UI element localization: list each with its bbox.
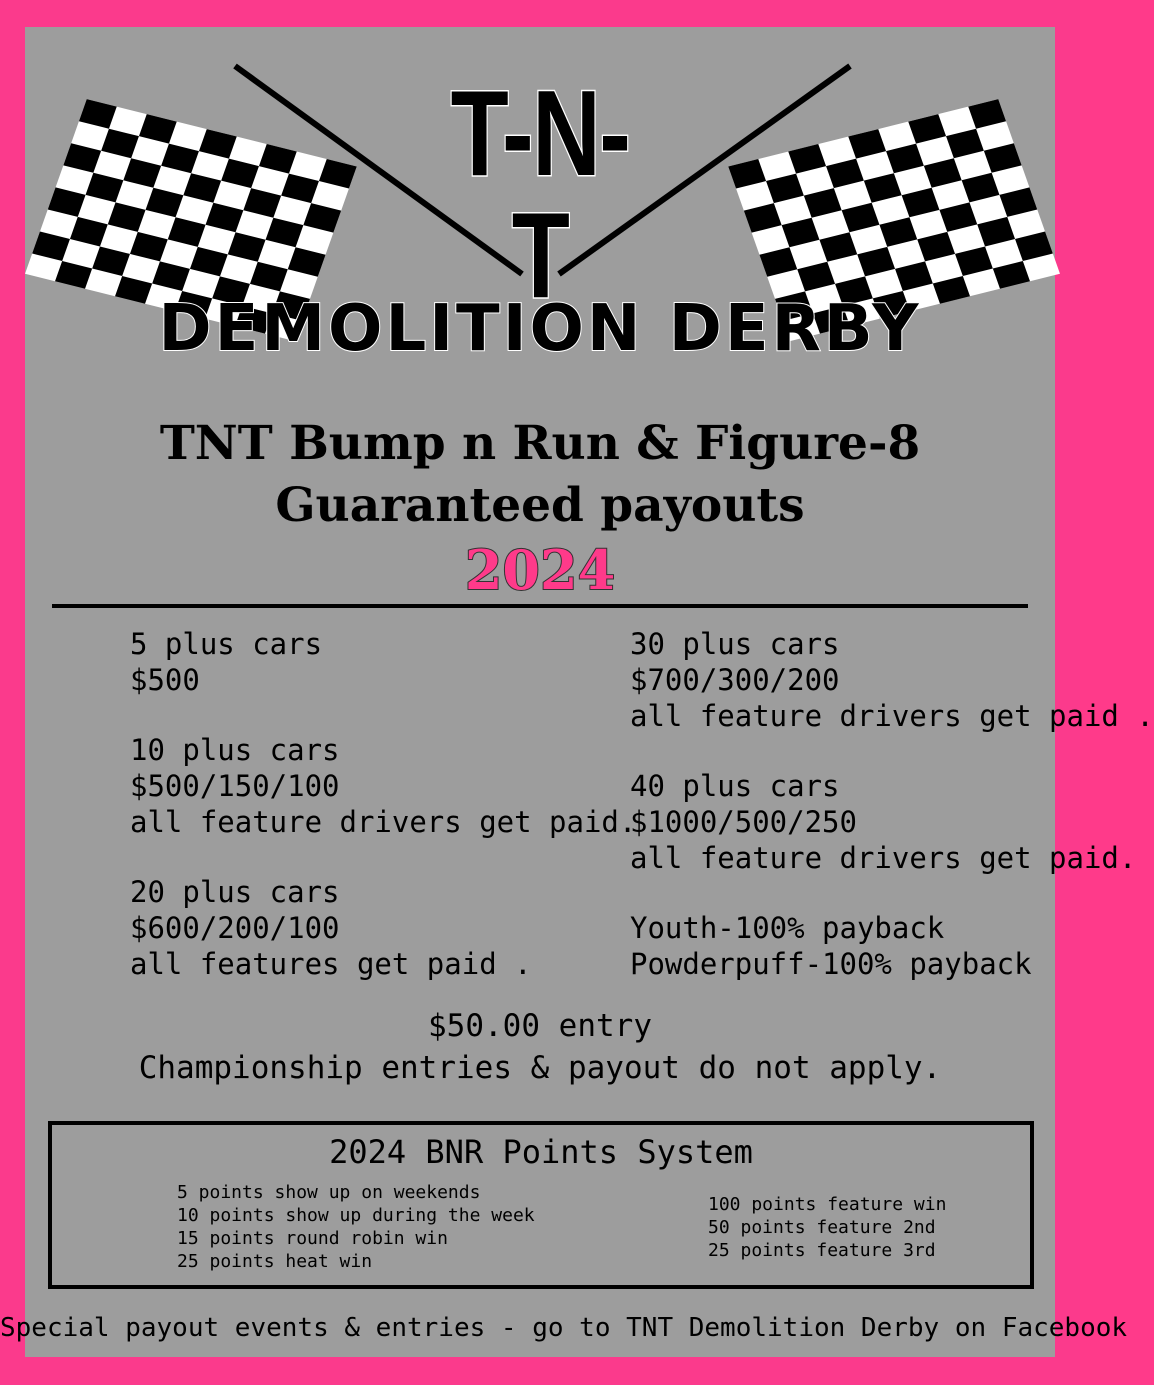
list-item: 10 points show up during the week [177,1205,535,1226]
entry-fee: $50.00 entry [428,1008,652,1044]
tier-cars: 10 plus cars [130,733,340,767]
tier-amount: $700/300/200 [630,663,840,697]
tier-note: all feature drivers get paid . [630,699,1154,733]
payouts-right-column [630,626,1154,982]
powderpuff-payback: Powderpuff-100% payback [630,947,1032,981]
tier-cars: 40 plus cars [630,769,840,803]
points-system-box [48,1121,1034,1289]
tier-amount: $500/150/100 [130,769,340,803]
year-label: 2024 [464,538,616,602]
points-right-list [708,1193,946,1262]
youth-payback: Youth-100% payback [630,911,945,945]
payouts-left-column [130,626,636,982]
tier-amount: $1000/500/250 [630,805,857,839]
page-title: DEMOLITION DERBY [158,292,922,366]
subtitle-line2: Guaranteed payouts [275,478,805,533]
tier-note: all feature drivers get paid. [130,805,637,839]
tier-cars: 5 plus cars [130,627,323,661]
tier-cars: 20 plus cars [130,875,340,909]
tier-amount: $600/200/100 [130,911,340,945]
footer-note: Special payout events & entries - go to TNT Demolition Derby on Facebook [0,1313,1128,1343]
divider [52,604,1028,608]
list-item: 15 points round robin win [177,1228,448,1249]
points-title: 2024 BNR Points System [329,1133,753,1171]
tier-amount: $500 [130,663,200,697]
list-item: 50 points feature 2nd [708,1217,936,1238]
points-left-list [177,1181,535,1273]
list-item: 25 points heat win [177,1251,373,1272]
subtitle-line1: TNT Bump n Run & Figure-8 [159,416,921,471]
list-item: 5 points show up on weekends [177,1182,481,1203]
tier-note: all features get paid . [130,947,532,981]
list-item: 25 points feature 3rd [708,1240,936,1261]
list-item: 100 points feature win [708,1194,947,1215]
entry-note: Championship entries & payout do not apply. [138,1050,942,1086]
tnt-logo: T-N-T [450,65,630,323]
tier-note: all feature drivers get paid. [630,841,1137,875]
tier-cars: 30 plus cars [630,627,840,661]
